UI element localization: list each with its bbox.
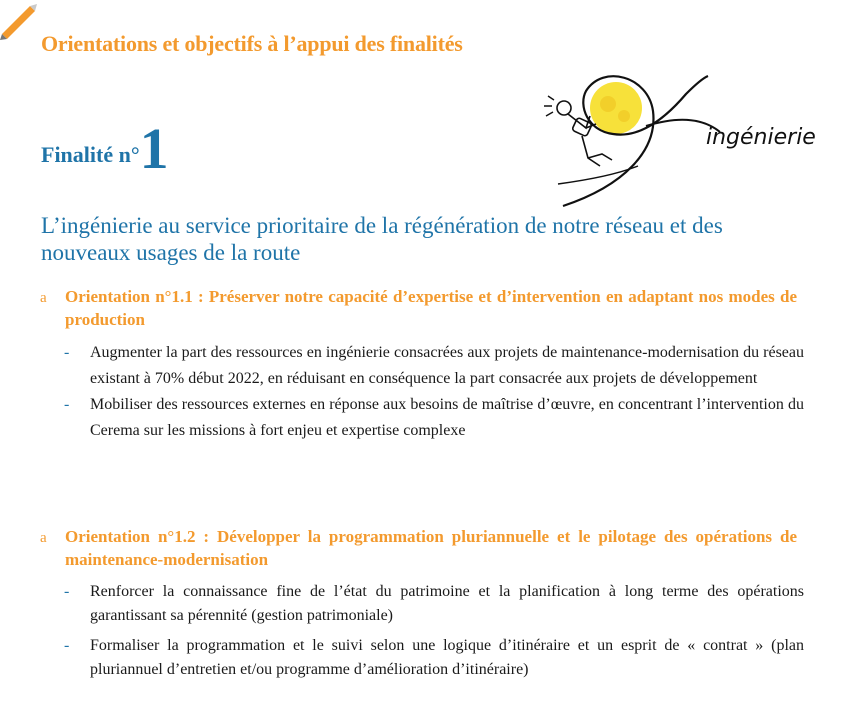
finalite-number: 1 [139, 116, 169, 181]
objective-item [64, 580, 804, 628]
objective-text: Mobiliser des ressources externes en réponse aux besoins de maîtrise d’œuvre, en concentrant l’intervention du Cerema sur les missions à fort enjeu et expertise complexe [90, 396, 804, 439]
orientation-objectives-list [64, 580, 804, 682]
objective-text: Augmenter la part des ressources en ingénierie consacrées aux projets de maintenance-modernisation du réseau existant à 70% début 2022, en réduisant en conséquence la part consacrée aux projets de développement [90, 344, 804, 387]
illustration-word: ingénierie [706, 125, 816, 150]
orientation-title: Orientation n°1.1 : Préserver notre capacité d’expertise et d’intervention en adaptant nos modes de production [65, 287, 797, 329]
orientation-heading [40, 285, 797, 331]
corner-pencil-icon [0, 0, 40, 40]
orientation-bullet: a [40, 530, 47, 546]
dash-bullet: - [64, 344, 70, 361]
orientation-title: Orientation n°1.2 : Développer la programmation pluriannuelle et le pilotage des opérations de maintenance-modernisation [65, 527, 797, 569]
ingenierie-illustration [528, 66, 818, 208]
orientation-bullet: a [40, 290, 47, 306]
objective-text: Formaliser la programmation et le suivi selon une logique d’itinéraire et un esprit de « contrat » (plan pluriannuel d’entretien et/ou programme d’amélioration d’itinéraire) [90, 637, 804, 678]
objective-item [64, 340, 804, 392]
orientation-1-1 [40, 285, 810, 444]
finalite-subtitle: L’ingénierie au service prioritaire de la régénération de notre réseau et des nouveaux usages de la route [41, 213, 723, 265]
objective-text: Renforcer la connaissance fine de l’état du patrimoine et la planification à long terme des opérations garantissant sa pérennité (gestion patrimoniale) [90, 583, 804, 624]
document-title: Orientations et objectifs à l’appui des finalités [41, 31, 463, 56]
dash-bullet: - [64, 583, 70, 600]
objective-item [64, 392, 804, 444]
dash-bullet: - [64, 396, 70, 413]
orientation-heading [40, 525, 797, 571]
finalite-heading [41, 116, 169, 181]
finalite-label: Finalité n° [41, 142, 140, 167]
orientation-objectives-list [64, 340, 804, 444]
objective-item [64, 634, 804, 682]
dash-bullet: - [64, 637, 70, 654]
orientation-1-2 [40, 525, 810, 688]
